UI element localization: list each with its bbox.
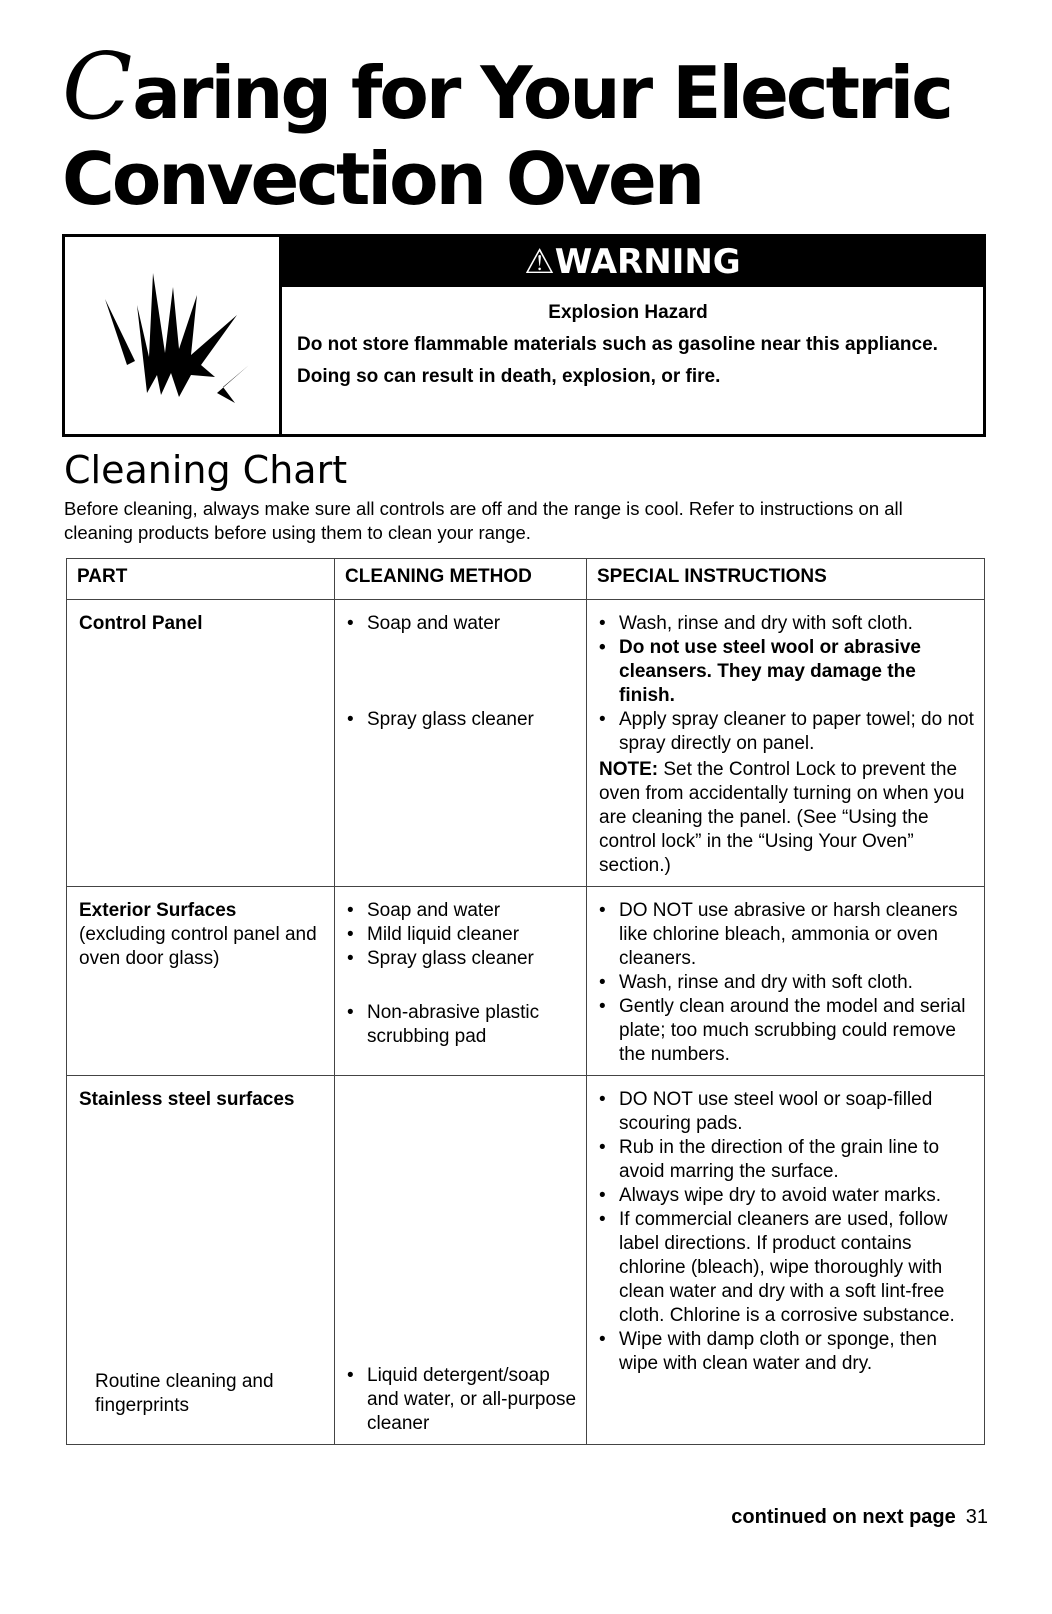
page-footer [731, 1504, 988, 1530]
explosion-icon [87, 265, 257, 405]
part-cell [67, 600, 335, 887]
page-number: 31 [965, 1506, 988, 1528]
warning-hazard-title: Explosion Hazard [548, 302, 708, 323]
title-line-1 [62, 33, 962, 140]
header-special-instructions: SPECIAL INSTRUCTIONS [587, 559, 985, 600]
note-label: NOTE: [599, 759, 659, 780]
continued-label: continued on next page [731, 1506, 956, 1528]
intro-paragraph: Before cleaning, always make sure all controls are off and the range is cool. Refer to instructions on all cleaning products before using them to clean your range. [64, 498, 903, 543]
list-item: • Wash, rinse and dry with soft cloth. [599, 971, 976, 995]
list-item: • DO NOT use steel wool or soap-filled scouring pads. [599, 1088, 976, 1136]
list-item: • Apply spray cleaner to paper towel; do not spray directly on panel. [599, 708, 976, 756]
instructions-cell [587, 1076, 985, 1445]
section-title: Cleaning Chart [64, 448, 348, 492]
table-header-row [67, 559, 985, 600]
list-item: • Soap and water [347, 899, 578, 923]
warning-triangle-icon: ⚠ [524, 242, 555, 282]
instructions-cell [587, 600, 985, 887]
title-drop-cap: C [62, 33, 133, 140]
part-detail: (excluding control panel and oven door glass) [79, 924, 317, 969]
warning-box [62, 234, 986, 437]
part-name: Control Panel [79, 613, 203, 634]
method-cell [335, 887, 587, 1076]
list-item: • DO NOT use abrasive or harsh cleaners like chlorine bleach, ammonia or oven cleaners. [599, 899, 976, 971]
list-item: • Spray glass cleaner [347, 947, 578, 971]
list-item: • Spray glass cleaner [347, 708, 578, 732]
page-title [62, 33, 962, 222]
cleaning-chart-table [66, 558, 985, 1445]
list-item: • Soap and water [347, 612, 578, 636]
list-item: • Always wipe dry to avoid water marks. [599, 1184, 976, 1208]
header-cleaning-method: CLEANING METHOD [335, 559, 587, 600]
list-item: • Non-abrasive plastic scrubbing pad [347, 1001, 578, 1049]
warning-header-text: WARNING [554, 242, 741, 282]
part-name: Stainless steel surfaces [79, 1089, 295, 1110]
table-row [67, 1076, 985, 1445]
warning-header [282, 237, 983, 287]
warning-text-2: Doing so can result in death, explosion, or fire. [297, 366, 721, 387]
part-subitem: Routine cleaning and fingerprints [95, 1371, 274, 1416]
note-text: Set the Control Lock to prevent the oven from accidentally turning on when you are cleaning the panel. (See “Using the control lock” in the “Using Your Oven” section.) [599, 759, 965, 876]
explosion-icon-cell [65, 237, 282, 434]
list-item: • Do not use steel wool or abrasive cleansers. They may damage the finish. [599, 636, 976, 708]
warning-body [297, 301, 959, 397]
part-cell [67, 1076, 335, 1445]
method-cell [335, 600, 587, 887]
list-item: • Rub in the direction of the grain line to avoid marring the surface. [599, 1136, 976, 1184]
list-item: • Wipe with damp cloth or sponge, then wipe with clean water and dry. [599, 1328, 976, 1376]
list-item: • Mild liquid cleaner [347, 923, 578, 947]
list-item: • Gently clean around the model and serial plate; too much scrubbing could remove the numbers. [599, 995, 976, 1067]
header-part: PART [67, 559, 335, 600]
list-item: • Wash, rinse and dry with soft cloth. [599, 612, 976, 636]
part-cell [67, 887, 335, 1076]
method-cell [335, 1076, 587, 1445]
table-row [67, 887, 985, 1076]
table-row [67, 600, 985, 887]
warning-text-1: Do not store flammable materials such as gasoline near this appliance. [297, 334, 938, 355]
instructions-cell [587, 887, 985, 1076]
title-line-2: Convection Oven [62, 137, 703, 221]
list-item: • Liquid detergent/soap and water, or all-purpose cleaner [347, 1364, 578, 1436]
note [599, 758, 976, 878]
list-item: • If commercial cleaners are used, follow label directions. If product contains chlorine (bleach), wipe thoroughly with clean water and dry with a soft lint-free cloth. Chlorine is a corrosive substance. [599, 1208, 976, 1328]
part-name: Exterior Surfaces [79, 900, 237, 921]
title-line-1-text: aring for Your Electric [132, 51, 951, 135]
